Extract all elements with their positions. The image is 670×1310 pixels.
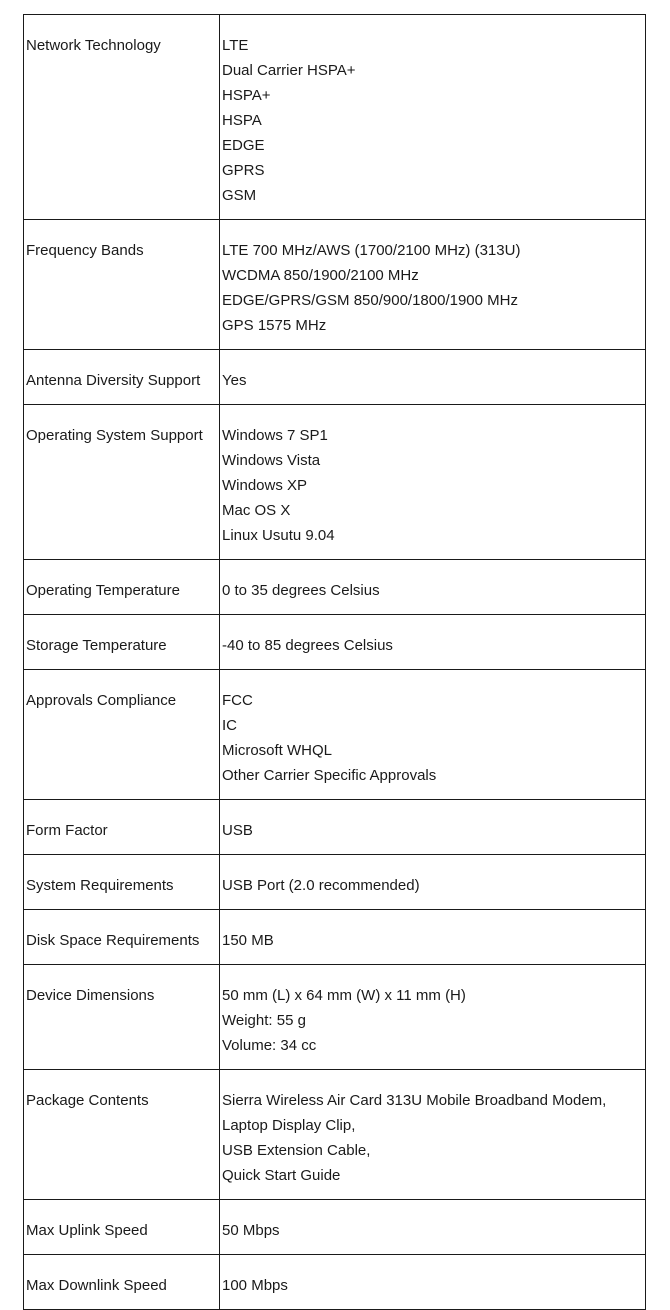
spec-value: Quick Start Guide xyxy=(222,1167,341,1184)
spec-table xyxy=(23,14,646,1310)
spec-value-cell xyxy=(220,1070,646,1200)
spec-label-cell xyxy=(24,405,220,560)
spec-label: Form Factor xyxy=(26,822,108,839)
spec-value: WCDMA 850/1900/2100 MHz xyxy=(222,267,419,284)
spec-value: 150 MB xyxy=(222,932,274,949)
spec-value: 50 Mbps xyxy=(222,1222,280,1239)
spec-label: Storage Temperature xyxy=(26,637,167,654)
spec-value: Dual Carrier HSPA+ xyxy=(222,62,356,79)
spec-value: Weight: 55 g xyxy=(222,1012,306,1029)
spec-value-cell xyxy=(220,910,646,965)
spec-value-cell xyxy=(220,1255,646,1310)
spec-label-cell xyxy=(24,670,220,800)
spec-value: -40 to 85 degrees Celsius xyxy=(222,637,393,654)
spec-label: Frequency Bands xyxy=(26,242,144,259)
spec-table-body xyxy=(24,15,646,1310)
spec-label: System Requirements xyxy=(26,877,174,894)
spec-value: HSPA xyxy=(222,112,262,129)
spec-row xyxy=(24,15,646,220)
spec-value: GSM xyxy=(222,187,257,204)
spec-label-cell xyxy=(24,220,220,350)
spec-value-cell xyxy=(220,220,646,350)
spec-value: EDGE/GPRS/GSM 850/900/1800/1900 MHz xyxy=(222,292,518,309)
spec-label-cell xyxy=(24,965,220,1070)
spec-value: USB xyxy=(222,822,253,839)
spec-label-cell xyxy=(24,1200,220,1255)
spec-value: FCC xyxy=(222,692,253,709)
spec-label: Operating Temperature xyxy=(26,582,180,599)
spec-value-cell xyxy=(220,15,646,220)
spec-label: Operating System Support xyxy=(26,427,203,444)
spec-label-cell xyxy=(24,615,220,670)
spec-value-cell xyxy=(220,615,646,670)
spec-value: 100 Mbps xyxy=(222,1277,288,1294)
spec-row xyxy=(24,350,646,405)
spec-value: LTE xyxy=(222,37,249,54)
spec-label: Max Downlink Speed xyxy=(26,1277,167,1294)
spec-row xyxy=(24,560,646,615)
spec-row xyxy=(24,220,646,350)
spec-row xyxy=(24,405,646,560)
spec-row xyxy=(24,965,646,1070)
spec-value-cell xyxy=(220,965,646,1070)
spec-label-cell xyxy=(24,350,220,405)
spec-label-cell xyxy=(24,910,220,965)
spec-label-cell xyxy=(24,855,220,910)
spec-value-cell xyxy=(220,800,646,855)
spec-row xyxy=(24,1070,646,1200)
spec-row xyxy=(24,800,646,855)
spec-value: Windows Vista xyxy=(222,452,321,469)
spec-row xyxy=(24,1255,646,1310)
spec-label: Network Technology xyxy=(26,37,161,54)
spec-label-cell xyxy=(24,1070,220,1200)
spec-value: GPRS xyxy=(222,162,265,179)
spec-row xyxy=(24,855,646,910)
spec-value: IC xyxy=(222,717,237,734)
spec-label-cell xyxy=(24,15,220,220)
spec-value-cell xyxy=(220,405,646,560)
spec-value: Laptop Display Clip, xyxy=(222,1117,356,1134)
spec-value: 0 to 35 degrees Celsius xyxy=(222,582,380,599)
spec-label: Package Contents xyxy=(26,1092,149,1109)
spec-row xyxy=(24,670,646,800)
spec-row xyxy=(24,910,646,965)
spec-value: Microsoft WHQL xyxy=(222,742,333,759)
spec-value: EDGE xyxy=(222,137,265,154)
spec-value: GPS 1575 MHz xyxy=(222,317,327,334)
spec-value-cell xyxy=(220,670,646,800)
spec-value-cell xyxy=(220,350,646,405)
spec-label: Max Uplink Speed xyxy=(26,1222,148,1239)
spec-label-cell xyxy=(24,1255,220,1310)
spec-value: USB Port (2.0 recommended) xyxy=(222,877,420,894)
spec-label: Approvals Compliance xyxy=(26,692,177,709)
spec-value-cell xyxy=(220,1200,646,1255)
spec-value: Yes xyxy=(222,372,247,389)
spec-label: Antenna Diversity Support xyxy=(26,372,201,389)
spec-value-cell xyxy=(220,855,646,910)
spec-value: Sierra Wireless Air Card 313U Mobile Broadband Modem, xyxy=(222,1092,607,1109)
spec-label: Disk Space Requirements xyxy=(26,932,200,949)
spec-row xyxy=(24,1200,646,1255)
spec-label: Device Dimensions xyxy=(26,987,155,1004)
spec-value: Windows XP xyxy=(222,477,308,494)
spec-row xyxy=(24,615,646,670)
spec-label-cell xyxy=(24,560,220,615)
spec-value: Other Carrier Specific Approvals xyxy=(222,767,437,784)
spec-value: Linux Usutu 9.04 xyxy=(222,527,335,544)
spec-value: Volume: 34 cc xyxy=(222,1037,317,1054)
spec-value: 50 mm (L) x 64 mm (W) x 11 mm (H) xyxy=(222,987,466,1004)
spec-value: HSPA+ xyxy=(222,87,271,104)
spec-value-cell xyxy=(220,560,646,615)
spec-label-cell xyxy=(24,800,220,855)
spec-value: USB Extension Cable, xyxy=(222,1142,371,1159)
spec-value: Mac OS X xyxy=(222,502,291,519)
spec-value: LTE 700 MHz/AWS (1700/2100 MHz) (313U) xyxy=(222,242,521,259)
spec-value: Windows 7 SP1 xyxy=(222,427,328,444)
